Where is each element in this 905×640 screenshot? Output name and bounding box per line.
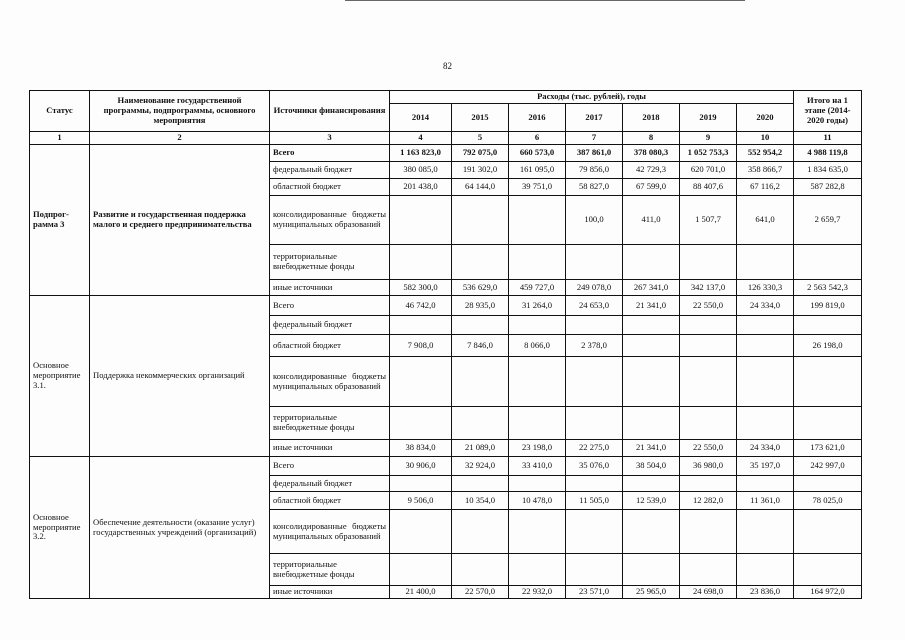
total-cell: [794, 407, 862, 440]
total-cell: 164 972,0: [794, 586, 862, 599]
value-cell: 22 550,0: [680, 296, 737, 316]
budget-table: [29, 90, 862, 599]
value-cell: 620 701,0: [680, 162, 737, 179]
value-cell: [452, 357, 509, 407]
value-cell: 10 478,0: [509, 492, 566, 510]
value-cell: [680, 476, 737, 492]
value-cell: [566, 554, 623, 586]
header-year: 2015: [452, 104, 509, 132]
value-cell: 64 144,0: [452, 179, 509, 196]
total-cell: [794, 510, 862, 554]
value-cell: [737, 476, 794, 492]
value-cell: [452, 510, 509, 554]
value-cell: 1 052 753,3: [680, 145, 737, 162]
value-cell: 21 341,0: [623, 440, 680, 457]
value-cell: 21 341,0: [623, 296, 680, 316]
value-cell: 35 197,0: [737, 457, 794, 476]
table-row: [30, 296, 862, 316]
value-cell: [623, 335, 680, 357]
total-cell: 173 621,0: [794, 440, 862, 457]
value-cell: [390, 357, 452, 407]
value-cell: 378 080,3: [623, 145, 680, 162]
value-cell: [509, 245, 566, 280]
value-cell: 24 334,0: [737, 440, 794, 457]
value-cell: 22 570,0: [452, 586, 509, 599]
column-number: 2: [90, 132, 270, 145]
value-cell: [390, 245, 452, 280]
value-cell: 582 300,0: [390, 280, 452, 296]
source-cell: иные источники: [270, 440, 390, 457]
value-cell: 1 507,7: [680, 196, 737, 245]
status-cell: Подпрог-рамма 3: [30, 145, 90, 296]
value-cell: 67 116,2: [737, 179, 794, 196]
value-cell: 67 599,0: [623, 179, 680, 196]
column-number: 11: [794, 132, 862, 145]
value-cell: [680, 407, 737, 440]
value-cell: 36 980,0: [680, 457, 737, 476]
value-cell: [737, 245, 794, 280]
value-cell: 342 137,0: [680, 280, 737, 296]
value-cell: [680, 335, 737, 357]
value-cell: 46 742,0: [390, 296, 452, 316]
source-cell: территориальные внебюджетные фонды: [270, 554, 390, 586]
value-cell: 191 302,0: [452, 162, 509, 179]
value-cell: [390, 316, 452, 335]
value-cell: [737, 335, 794, 357]
source-cell: консолидированные бюджеты муниципальных образований: [270, 196, 390, 245]
source-cell: Всего: [270, 457, 390, 476]
value-cell: 23 836,0: [737, 586, 794, 599]
value-cell: 411,0: [623, 196, 680, 245]
source-cell: федеральный бюджет: [270, 162, 390, 179]
scan-top-line: [345, 0, 745, 1]
value-cell: 42 729,3: [623, 162, 680, 179]
value-cell: [452, 554, 509, 586]
name-cell: Обеспечение деятельности (оказание услуг) государственных учреждений (организаций): [90, 457, 270, 599]
value-cell: 358 866,7: [737, 162, 794, 179]
source-cell: консолидированные бюджеты муниципальных образований: [270, 357, 390, 407]
value-cell: 38 504,0: [623, 457, 680, 476]
value-cell: [509, 407, 566, 440]
page-number: 82: [443, 61, 452, 71]
value-cell: 58 827,0: [566, 179, 623, 196]
value-cell: 23 198,0: [509, 440, 566, 457]
value-cell: 201 438,0: [390, 179, 452, 196]
value-cell: [390, 407, 452, 440]
total-cell: 242 997,0: [794, 457, 862, 476]
value-cell: 12 282,0: [680, 492, 737, 510]
value-cell: [623, 245, 680, 280]
column-number: 1: [30, 132, 90, 145]
value-cell: [623, 407, 680, 440]
column-number: 5: [452, 132, 509, 145]
value-cell: [452, 196, 509, 245]
value-cell: 30 906,0: [390, 457, 452, 476]
value-cell: 387 861,0: [566, 145, 623, 162]
total-cell: 2 563 542,3: [794, 280, 862, 296]
value-cell: 9 506,0: [390, 492, 452, 510]
column-number: 3: [270, 132, 390, 145]
total-cell: [794, 554, 862, 586]
source-cell: областной бюджет: [270, 492, 390, 510]
total-cell: [794, 245, 862, 280]
header-year: 2020: [737, 104, 794, 132]
header-year: 2017: [566, 104, 623, 132]
value-cell: [566, 316, 623, 335]
value-cell: 33 410,0: [509, 457, 566, 476]
value-cell: 22 275,0: [566, 440, 623, 457]
value-cell: [509, 476, 566, 492]
value-cell: 38 834,0: [390, 440, 452, 457]
column-number: 10: [737, 132, 794, 145]
source-cell: областной бюджет: [270, 335, 390, 357]
value-cell: [737, 554, 794, 586]
value-cell: 79 856,0: [566, 162, 623, 179]
source-cell: Всего: [270, 296, 390, 316]
header-status: Статус: [30, 91, 90, 132]
source-cell: Всего: [270, 145, 390, 162]
header-sources: Источники финансирования: [270, 91, 390, 132]
value-cell: 28 935,0: [452, 296, 509, 316]
value-cell: [566, 476, 623, 492]
total-cell: 26 198,0: [794, 335, 862, 357]
value-cell: [737, 316, 794, 335]
column-number: 6: [509, 132, 566, 145]
value-cell: 2 378,0: [566, 335, 623, 357]
value-cell: 792 075,0: [452, 145, 509, 162]
value-cell: 21 400,0: [390, 586, 452, 599]
value-cell: 100,0: [566, 196, 623, 245]
total-cell: 4 988 119,8: [794, 145, 862, 162]
value-cell: 35 076,0: [566, 457, 623, 476]
header-year: 2018: [623, 104, 680, 132]
value-cell: [737, 357, 794, 407]
value-cell: [737, 407, 794, 440]
column-number: 7: [566, 132, 623, 145]
value-cell: 660 573,0: [509, 145, 566, 162]
value-cell: 1 163 823,0: [390, 145, 452, 162]
value-cell: [623, 316, 680, 335]
value-cell: 641,0: [737, 196, 794, 245]
name-cell: Поддержка некоммерческих организаций: [90, 296, 270, 457]
value-cell: 12 539,0: [623, 492, 680, 510]
value-cell: [680, 510, 737, 554]
value-cell: [680, 554, 737, 586]
value-cell: [566, 407, 623, 440]
value-cell: [452, 316, 509, 335]
total-cell: 199 819,0: [794, 296, 862, 316]
table-row: [30, 457, 862, 476]
total-cell: 1 834 635,0: [794, 162, 862, 179]
value-cell: 380 085,0: [390, 162, 452, 179]
header-total: Итого на 1 этапе (2014-2020 годы): [794, 91, 862, 132]
value-cell: [390, 476, 452, 492]
header-year: 2019: [680, 104, 737, 132]
value-cell: [509, 510, 566, 554]
value-cell: 88 407,6: [680, 179, 737, 196]
value-cell: 24 698,0: [680, 586, 737, 599]
column-number: 8: [623, 132, 680, 145]
value-cell: 459 727,0: [509, 280, 566, 296]
source-cell: федеральный бюджет: [270, 476, 390, 492]
column-number: 9: [680, 132, 737, 145]
value-cell: 31 264,0: [509, 296, 566, 316]
source-cell: территориальные внебюджетные фонды: [270, 407, 390, 440]
value-cell: 11 361,0: [737, 492, 794, 510]
total-cell: [794, 357, 862, 407]
value-cell: 8 066,0: [509, 335, 566, 357]
value-cell: 25 965,0: [623, 586, 680, 599]
value-cell: 23 571,0: [566, 586, 623, 599]
value-cell: 7 846,0: [452, 335, 509, 357]
value-cell: [566, 245, 623, 280]
value-cell: 249 078,0: [566, 280, 623, 296]
value-cell: [390, 510, 452, 554]
value-cell: [509, 196, 566, 245]
value-cell: 22 550,0: [680, 440, 737, 457]
value-cell: [509, 357, 566, 407]
source-cell: областной бюджет: [270, 179, 390, 196]
value-cell: 24 653,0: [566, 296, 623, 316]
total-cell: [794, 476, 862, 492]
value-cell: 32 924,0: [452, 457, 509, 476]
value-cell: [566, 357, 623, 407]
source-cell: консолидированные бюджеты муниципальных образований: [270, 510, 390, 554]
value-cell: 161 095,0: [509, 162, 566, 179]
value-cell: 7 908,0: [390, 335, 452, 357]
value-cell: 126 330,3: [737, 280, 794, 296]
value-cell: [390, 554, 452, 586]
value-cell: [680, 316, 737, 335]
header-name: Наименование государственной программы, подпрограммы, основного мероприятия: [90, 91, 270, 132]
value-cell: [452, 245, 509, 280]
value-cell: 39 751,0: [509, 179, 566, 196]
value-cell: [452, 476, 509, 492]
total-cell: 78 025,0: [794, 492, 862, 510]
value-cell: 267 341,0: [623, 280, 680, 296]
source-cell: иные источники: [270, 586, 390, 599]
value-cell: 11 505,0: [566, 492, 623, 510]
value-cell: 24 334,0: [737, 296, 794, 316]
value-cell: [623, 510, 680, 554]
value-cell: 22 932,0: [509, 586, 566, 599]
table-row: [30, 145, 862, 162]
value-cell: [566, 510, 623, 554]
value-cell: [452, 407, 509, 440]
status-cell: Основное мероприятие 3.1.: [30, 296, 90, 457]
value-cell: [623, 476, 680, 492]
header-expenses: Расходы (тыс. рублей), годы: [390, 91, 794, 104]
value-cell: 536 629,0: [452, 280, 509, 296]
value-cell: [509, 554, 566, 586]
total-cell: [794, 316, 862, 335]
value-cell: [509, 316, 566, 335]
value-cell: [390, 196, 452, 245]
value-cell: [680, 245, 737, 280]
value-cell: [623, 357, 680, 407]
value-cell: [737, 510, 794, 554]
status-cell: Основное мероприятие 3.2.: [30, 457, 90, 599]
total-cell: 2 659,7: [794, 196, 862, 245]
source-cell: территориальные внебюджетные фонды: [270, 245, 390, 280]
name-cell: Развитие и государственная поддержка малого и среднего предпринимательства: [90, 145, 270, 296]
column-number: 4: [390, 132, 452, 145]
header-year: 2014: [390, 104, 452, 132]
header-year: 2016: [509, 104, 566, 132]
source-cell: иные источники: [270, 280, 390, 296]
source-cell: федеральный бюджет: [270, 316, 390, 335]
value-cell: 10 354,0: [452, 492, 509, 510]
total-cell: 587 282,8: [794, 179, 862, 196]
value-cell: 552 954,2: [737, 145, 794, 162]
value-cell: 21 089,0: [452, 440, 509, 457]
value-cell: [623, 554, 680, 586]
value-cell: [680, 357, 737, 407]
